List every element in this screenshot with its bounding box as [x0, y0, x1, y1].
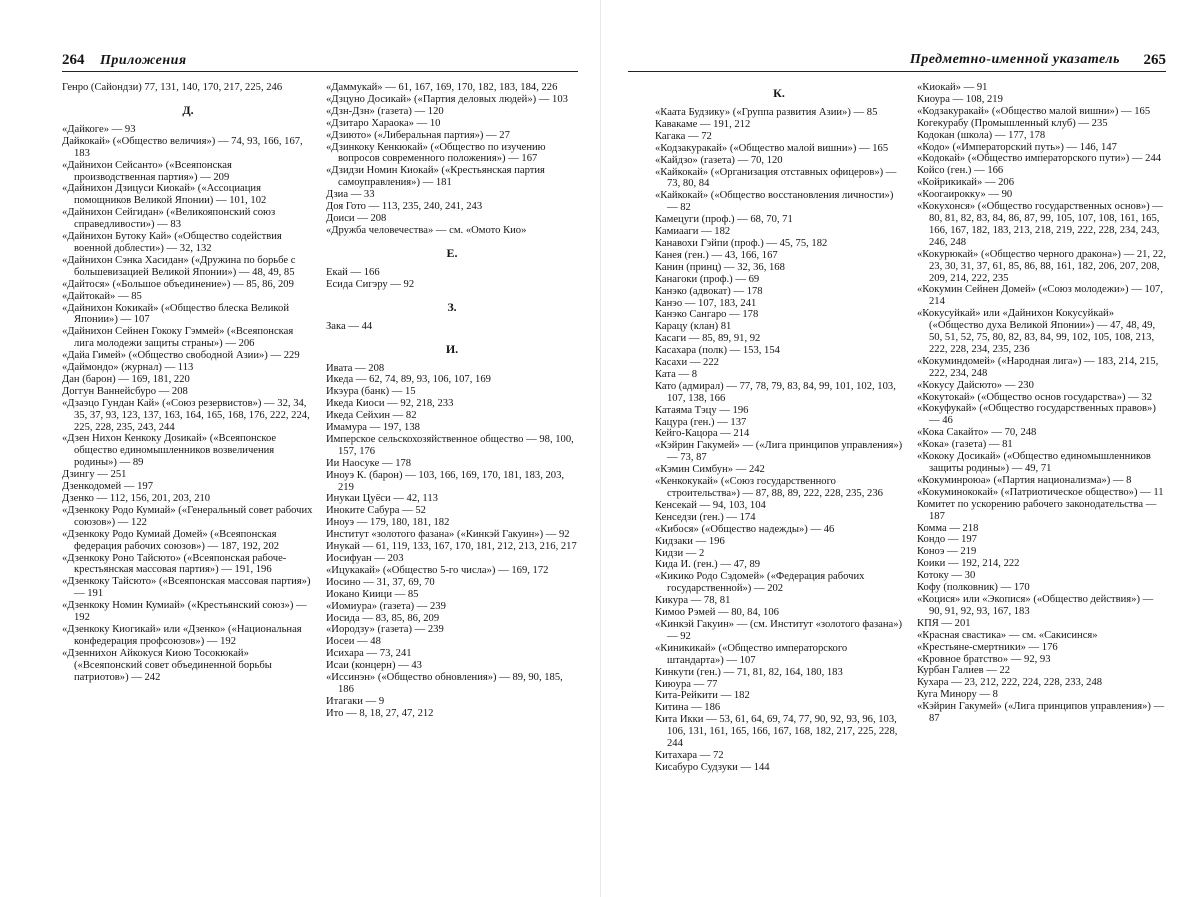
- index-entry: Инукай — 61, 119, 133, 167, 170, 181, 212, 213, 216, 217: [326, 541, 577, 553]
- index-entry: «Даммукай» — 61, 167, 169, 170, 182, 183, 184, 226: [326, 82, 558, 93]
- index-entry: «Кодзакуракай» («Общество малой вишни») — 165: [917, 105, 1151, 117]
- index-entry: Ката — 8: [655, 368, 698, 380]
- index-entry: «Кенкокукай» («Союз государственного строительства») — 87, 88, 89, 222, 228, 235, 236: [655, 476, 883, 499]
- index-entry: Камиааги — 182: [655, 226, 731, 238]
- index-entry: «Дайтося» («Большое объединение») — 85, 86, 209: [62, 278, 294, 290]
- index-entry: «Кикико Родо Сэдомей» («Федерация рабочих государственной») — 202: [655, 571, 865, 595]
- index-entry: «Дайниxон Сейгидан» («Великояпонский союз справедливости») — 83: [62, 207, 276, 231]
- index-entry: «Красная свастика» — см. «Сакисинся»: [917, 629, 1098, 641]
- index-entry: Кухара — 23, 212, 222, 224, 228, 233, 248: [917, 677, 1103, 689]
- index-entry: Иосино — 31, 37, 69, 70: [326, 576, 435, 588]
- index-entry: КПЯ — 201: [917, 617, 971, 629]
- index-entry: Исихара — 73, 241: [326, 648, 412, 660]
- index-entry: Кита-Рейкити — 182: [655, 690, 750, 702]
- index-entry: «Дзн-Дзн» (газета) — 120: [326, 105, 444, 117]
- index-entry: Кимоо Рэмей — 80, 84, 106: [655, 607, 779, 619]
- index-entry: Зака — 44: [326, 320, 373, 332]
- index-entry: «Кокусуйкай» или «Дайниxон Кокусуйкай» («Общество духа Великой Японии») — 47, 48, 49, 50, 51, 52, 75, 80, 82, 83, 84, 99, 102, 105, 108, 213, 222, 228, 234, 235, 236: [917, 308, 1156, 355]
- index-entry: Иноуэ К. (барон) — 103, 166, 169, 170, 181, 183, 203, 219: [326, 469, 565, 493]
- index-entry: «Дайниxон Сейнен Гококу Гэммей» («Всеяпонская лига молодежи защиты страны») — 206: [62, 326, 294, 350]
- index-entry: Доя Гото — 113, 235, 240, 241, 243: [326, 201, 483, 213]
- index-entry: «Дайниxон Сэнка Хасидан» («Дружина по борьбе с большевизацией Великой Японии») — 48, 49, 85: [62, 254, 296, 278]
- index-entry: «Дзенкоку Родо Кумиай» («Генеральный совет рабочих союзов») — 122: [62, 504, 313, 528]
- index-entry: Иосеи — 48: [326, 636, 381, 648]
- index-entry: Иосида — 83, 85, 86, 209: [326, 612, 440, 624]
- index-entry: «Кибося» («Общество надежды») — 46: [655, 523, 835, 535]
- index-entry: «Кровное братство» — 92, 93: [917, 653, 1051, 665]
- index-entry: «Кайдзо» (газета) — 70, 120: [655, 154, 783, 166]
- index-entry: «Кокуминдомей» («Народная лига») — 183, 214, 215, 222, 234, 248: [917, 355, 1159, 379]
- index-entry: Комитет по ускорению рабочего законодательства — 187: [917, 498, 1157, 522]
- index-entry: «Дзенкоку Роно Тайсюто» («Всеяпонская рабоче-крестьянская массовая партия») — 191, 196: [62, 552, 287, 576]
- index-entry: «Кайкокай» («Общество восстановления личности») — 82: [655, 190, 894, 214]
- right-header-rule: [628, 71, 1166, 72]
- index-entry: Китина — 186: [655, 702, 721, 714]
- index-entry: «Кокуминококай» («Патриотическое общество») — 11: [917, 486, 1164, 498]
- index-entry: «Кока Сакайто» — 70, 248: [917, 427, 1037, 439]
- index-column: [655, 82, 903, 774]
- index-entry: Кида И. (ген.) — 47, 89: [655, 559, 761, 571]
- index-entry: «Даймондо» (журнал) — 113: [62, 362, 194, 374]
- index-entry: «Дайа Гимей» («Общество свободной Азии») — 229: [62, 350, 300, 362]
- index-entry: «Дзинкоку Кенкюкай» («Общество по изучению вопросов современного положения») — 167: [326, 141, 546, 165]
- index-entry: «Дзенниxон Айкокуся Киою Тосокюкай» («Всеяпонский совет объединенной борьбы патриотов») — 242: [62, 647, 272, 683]
- index-entry: «Кокуфукай» («Общество государственных правов») — 46: [917, 403, 1156, 427]
- section-letter-heading: З.: [447, 299, 457, 314]
- index-entry: Ии Наосуке — 178: [326, 457, 412, 469]
- index-entry: Кита Икки — 53, 61, 64, 69, 74, 77, 90, 92, 93, 96, 103, 106, 131, 161, 165, 166, 167, 168, 182, 217, 225, 228, 244: [655, 714, 898, 750]
- index-entry: «Дайниxон Бутоку Кай» («Общество содействия военной доблести») — 32, 132: [62, 231, 282, 254]
- index-entry: «Дзцуно Досикай» («Партия деловых людей») — 103: [326, 93, 568, 105]
- index-entry: Есида Сигэру — 92: [326, 278, 415, 290]
- section-letter-heading: Д.: [182, 102, 194, 117]
- index-entry: Иокано Киици — 85: [326, 588, 419, 600]
- index-column: [326, 82, 578, 720]
- index-entry: Касахара (полк) — 153, 154: [655, 345, 780, 357]
- index-entry: Канавохи Гэйпи (проф.) — 45, 75, 182: [655, 237, 828, 249]
- index-entry: «Иссинэн» («Общество обновления») — 89, 90, 185, 186: [326, 672, 563, 695]
- index-entry: «Дзаэцо Гундан Кай» («Союз резервистов») — 32, 34, 35, 37, 93, 123, 137, 163, 164, 165, 168, 176, 222, 224, 225, 228, 235, 243, 244: [62, 397, 310, 433]
- index-entry: Екай — 166: [326, 266, 380, 278]
- index-entry: «Дзенкоку Киогикай» или «Дзенко» («Национальная конфедерация профсоюзов») — 192: [62, 623, 302, 647]
- index-entry: Дзенко — 112, 156, 201, 203, 210: [62, 493, 211, 504]
- index-entry: «Кэйрин Гакумей» — («Лига принципов управления») — 73, 87: [655, 440, 903, 464]
- index-entry: «Кайкокай» («Организация отставных офицеров») — 73, 80, 84: [655, 166, 897, 190]
- index-entry: Киюура — 77: [655, 678, 718, 690]
- index-entry: Генро (Сайондзи) 77, 131, 140, 170, 217, 225, 246: [62, 82, 283, 93]
- index-entry: «Дайкоге» — 93: [62, 123, 136, 135]
- index-entry: Дайкокай» («Общество величия») — 74, 93, 166, 167, 183: [62, 135, 303, 159]
- index-entry: Канэко Сангаро — 178: [655, 309, 759, 321]
- index-entry: Кондо — 197: [917, 534, 977, 546]
- index-entry: «Дайтокай» — 85: [62, 290, 142, 302]
- index-entry: Кацура (ген.) — 137: [655, 416, 747, 428]
- index-entry: Комма — 218: [917, 522, 979, 534]
- index-entry: Имамура — 197, 138: [326, 422, 420, 434]
- index-entry: Имперское сельскохозяйственное общество — 98, 100, 157, 176: [326, 433, 574, 457]
- right-running-title: Предметно-именной указатель: [909, 52, 1120, 67]
- index-entry: «Кокухонся» («Общество государственных основ») — 80, 81, 82, 83, 84, 86, 87, 99, 105, 107, 108, 161, 165, 166, 167, 182, 183, 213, 218, 219, 222, 228, 234, 243, 246, 248: [917, 201, 1163, 248]
- index-entry: Касаги — 85, 89, 91, 92: [655, 333, 761, 345]
- index-entry: «Киокай» — 91: [917, 82, 988, 93]
- index-entry: Кавакаме — 191, 212: [655, 118, 751, 130]
- index-entry: «Дайниxон Кокикай» («Общество блеска Великой Японии») — 107: [62, 302, 290, 326]
- index-entry: Доиси — 208: [326, 212, 387, 224]
- right-page-header: [628, 52, 1166, 72]
- index-entry: Касахи — 222: [655, 357, 719, 369]
- index-entry: «Кокуминроюа» («Партия национализма») — 8: [917, 474, 1132, 486]
- index-entry: Китахара — 72: [655, 749, 724, 761]
- left-page-number: 264: [62, 52, 85, 68]
- index-entry: «Каата Будзику» («Группа развития Азии») — 85: [655, 107, 878, 118]
- index-column: [917, 82, 1169, 725]
- index-entry: «Кодокай» («Общество императорского пути») — 244: [917, 153, 1162, 165]
- section-letter-heading: К.: [773, 86, 785, 100]
- left-running-title: Приложения: [100, 53, 187, 68]
- index-entry: «Койрикикай» — 206: [917, 177, 1015, 189]
- index-entry: Дан (барон) — 169, 181, 220: [62, 373, 190, 385]
- index-entry: «Кокутокай» («Общество основ государства») — 32: [917, 391, 1153, 403]
- index-entry: Когекурабу (Промышленный клуб) — 235: [917, 117, 1108, 129]
- section-letter-heading: Е.: [446, 245, 458, 260]
- index-entry: Инукаи Цуёси — 42, 113: [326, 493, 438, 505]
- index-entry: Кейго-Кацора — 214: [655, 428, 750, 440]
- index-entry: «Кэйрин Гакумей» («Лига принципов управления») — 87: [917, 701, 1165, 725]
- index-entry: Кикура — 78, 81: [655, 595, 731, 607]
- index-entry: Канея (ген.) — 43, 166, 167: [655, 249, 778, 261]
- index-entry: «Коцися» или «Экопися» («Общество действия») — 90, 91, 92, 93, 167, 183: [917, 593, 1154, 617]
- index-entry: «Кинкэй Гакуин» — (см. Институт «золотого фазана») — 92: [655, 618, 903, 642]
- index-entry: Камецуги (проф.) — 68, 70, 71: [655, 214, 793, 226]
- index-entry: «Кокусу Дайсюто» — 230: [917, 379, 1034, 391]
- index-entry: Кофу (полковник) — 170: [917, 582, 1030, 594]
- index-entry: Икеда Киоси — 92, 218, 233: [326, 398, 454, 410]
- index-entry: «Кокумин Сейнен Домей» («Союз молодежи») — 107, 214: [917, 284, 1163, 308]
- index-entry: «Иородзу» (газета) — 239: [326, 624, 444, 636]
- index-entry: «Дайниxон Дзицуси Киокай» («Ассоциация помощников Великой Японии) — 101, 102: [62, 183, 267, 207]
- index-entry: Куга Минору — 8: [917, 689, 998, 701]
- index-entry: Исаи (концерн) — 43: [326, 660, 422, 672]
- index-entry: Иноуэ — 179, 180, 181, 182: [326, 517, 450, 529]
- index-entry: Кенсекай — 94, 103, 104: [655, 499, 766, 511]
- index-entry: Канэо — 107, 183, 241: [655, 297, 757, 309]
- index-entry: Институт «золотого фазана» («Кинкэй Гакуин») — 92: [326, 529, 570, 541]
- index-entry: Кинкути (ген.) — 71, 81, 82, 164, 180, 183: [655, 666, 843, 678]
- index-entry: «Ицукакай» («Общество 5-го числа») — 169, 172: [326, 564, 549, 576]
- index-entry: Ито — 8, 18, 27, 47, 212: [326, 707, 434, 719]
- index-entry: Иосифуан — 203: [326, 553, 404, 564]
- index-entry: Курбан Галиев — 22: [917, 665, 1011, 677]
- index-entry: «Кокурюкай» («Общество черного дракона») — 21, 22, 23, 30, 31, 37, 61, 85, 86, 88, 161, 182, 206, 207, 208, 209, 214, 222, 235: [917, 248, 1166, 284]
- index-entry: Киоура — 108, 219: [917, 93, 1003, 105]
- index-entry: Икэура (банк) — 15: [326, 386, 416, 398]
- left-page-header: [62, 52, 578, 72]
- index-entry: Коноэ — 219: [917, 546, 977, 558]
- index-entry: «Кока» (газета) — 81: [917, 439, 1013, 451]
- index-entry: «Дзен Ниxон Кенкоку Доsикай» («Всеяпонское общество единомышленников возвеличения родины») — 89: [62, 433, 277, 469]
- index-entry: «Кококу Досикай» («Общество единомышленников защиты родины») — 49, 71: [917, 451, 1151, 474]
- index-entry: Канагоки (проф.) — 69: [655, 273, 760, 285]
- index-column: [62, 82, 314, 684]
- index-entry: Кидзаки — 196: [655, 535, 725, 547]
- index-entry: Койсо (ген.) — 166: [917, 165, 1004, 177]
- index-entry: «Дружба человечества» — см. «Омото Кио»: [326, 224, 527, 236]
- index-entry: Карацу (клан) 81: [655, 321, 732, 333]
- index-entry: «Дзитаро Хараока» — 10: [326, 117, 441, 129]
- index-entry: Дзингу — 251: [62, 469, 127, 481]
- index-entry: Като (адмирал) — 77, 78, 79, 83, 84, 99, 101, 102, 103, 107, 138, 166: [655, 380, 896, 404]
- index-entry: «Дзиюто» («Либеральная партия») — 27: [326, 129, 510, 141]
- index-entry: Икеда — 62, 74, 89, 93, 106, 107, 169: [326, 374, 491, 386]
- index-entry: Кенседзи (ген.) — 174: [655, 511, 756, 523]
- left-header-rule: [62, 71, 578, 72]
- index-entry: Канин (принц) — 32, 36, 168: [655, 261, 785, 273]
- index-entry: Кодокан (школа) — 177, 178: [917, 129, 1046, 141]
- index-entry: Котоку — 30: [917, 570, 976, 582]
- index-entry: Коики — 192, 214, 222: [917, 558, 1020, 570]
- index-entry: Икеда Сейхин — 82: [326, 410, 417, 422]
- right-page-number: 265: [1143, 52, 1166, 68]
- index-entry: Кагака — 72: [655, 130, 712, 142]
- index-entry: «Дзенкоку Тайсюто» («Всеяпонская массовая партия») — 191: [62, 576, 311, 600]
- index-entry: «Дзенкоку Номин Кумиай» («Крестьянский союз») — 192: [62, 600, 307, 624]
- index-entry: «Дайниxон Сейсанто» («Всеяпонская производственная партия») — 209: [62, 159, 232, 183]
- index-entry: «Кодзакуракай» («Общество малой вишни») — 165: [655, 142, 889, 154]
- index-entry: Дзиа — 33: [326, 189, 375, 201]
- index-entry: «Кодо» («Императорский путь») — 146, 147: [917, 141, 1117, 153]
- index-entry: «Дзенкоку Родо Кумиай Домей» («Всеяпонская федерация рабочих союзов») — 187, 192, 202: [62, 528, 280, 552]
- index-entry: Канэко (адвокат) — 178: [655, 285, 763, 297]
- index-entry: Кисабуро Судзуки — 144: [655, 761, 770, 773]
- index-entry: Ивата — 208: [326, 362, 385, 374]
- page-gutter: [600, 0, 601, 897]
- index-entry: «Киникикай» («Общество императорского штандарта») — 107: [655, 642, 848, 666]
- index-entry: Дзенкодомей — 197: [62, 481, 153, 493]
- index-entry: «Иомиура» (газета) — 239: [326, 600, 446, 612]
- index-entry: «Кэмин Симбун» — 242: [655, 464, 765, 476]
- index-entry: Итагаки — 9: [326, 695, 385, 707]
- index-entry: Кидзи — 2: [655, 547, 705, 559]
- index-entry: Катаяма Тэцу — 196: [655, 404, 749, 416]
- section-letter-heading: И.: [445, 341, 459, 356]
- index-entry: «Крестьяне-смертники» — 176: [917, 641, 1058, 653]
- index-entry: «Коогаирокку» — 90: [917, 189, 1013, 201]
- index-entry: Иноките Сабура — 52: [326, 505, 426, 517]
- index-entry: Доггун Ваннейсбуро — 208: [62, 385, 188, 397]
- index-entry: «Дзидзи Номин Киокай» («Крестьянская партия самоуправления») — 181: [326, 165, 545, 189]
